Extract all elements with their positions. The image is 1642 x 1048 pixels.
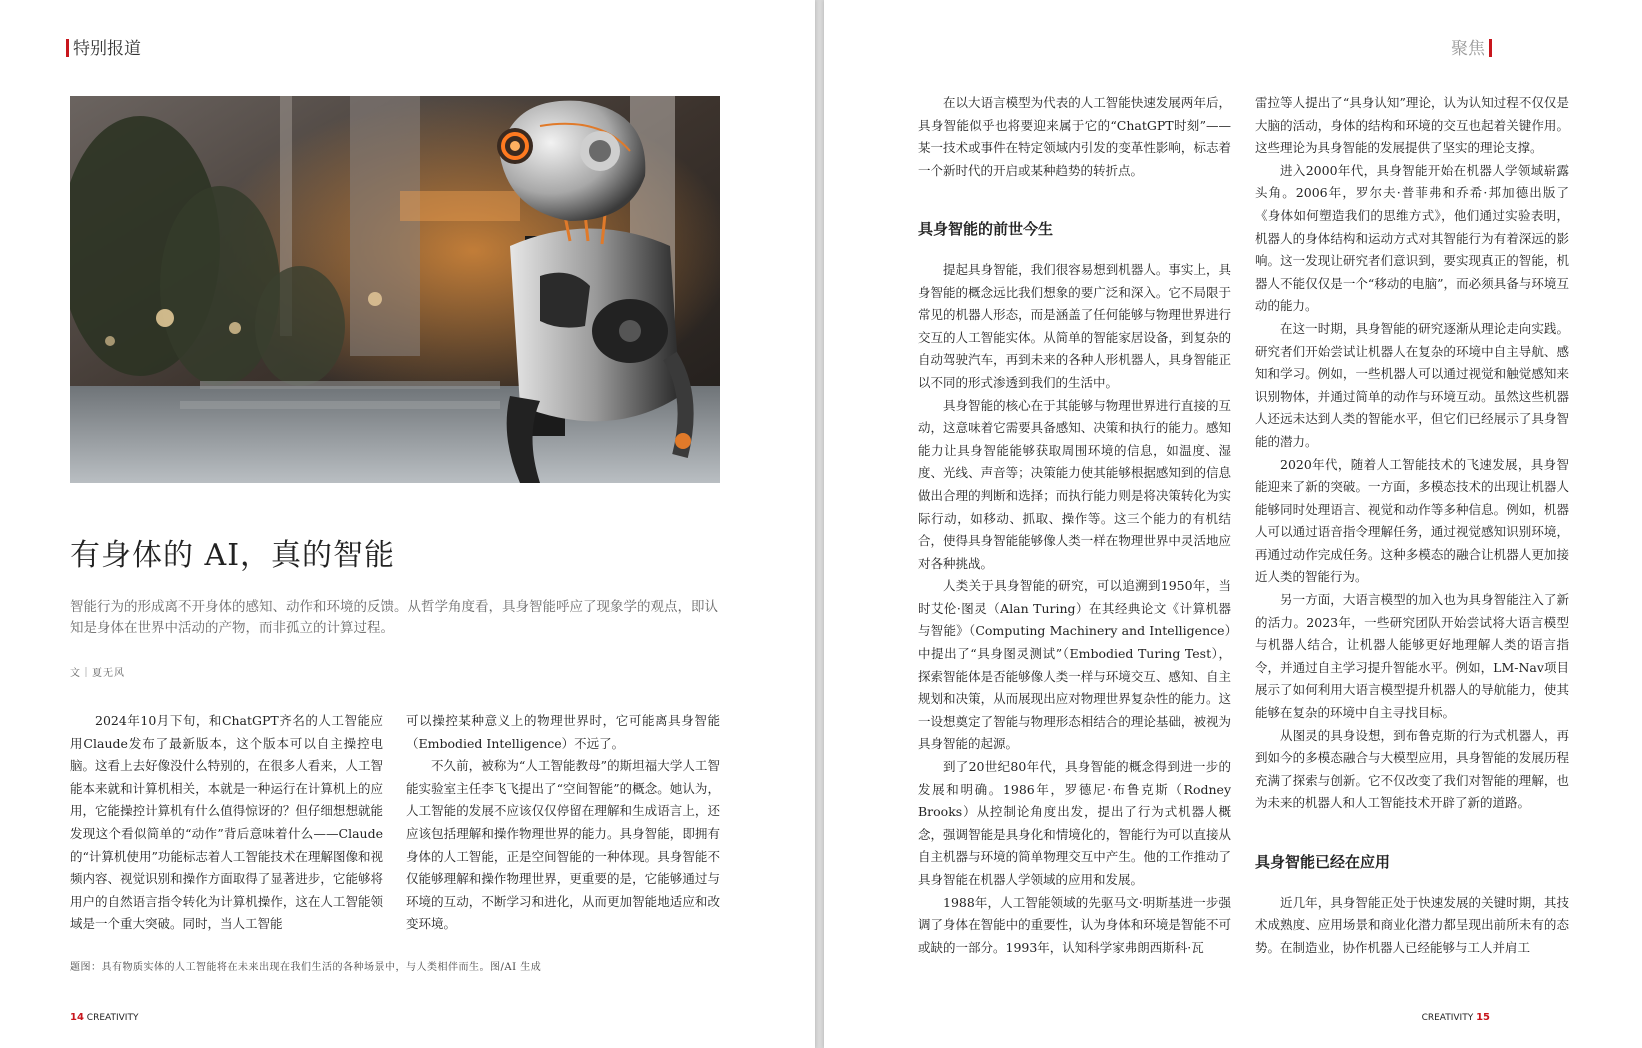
paragraph: 进入2000年代，具身智能开始在机器人学领域崭露头角。2006年，罗尔夫·普菲弗和乔希·邦加德出版了《身体如何塑造我们的思维方式》，他们通过实验表明，机器人的身体结构和运动方式对其智能行为有着深远的影响。这一发现让研究者们意识到，要实现真正的智能，机器人不能仅仅是一个“移动的电脑”，而必须具备与环境互动的能力。 <box>1255 162 1569 314</box>
article-subtitle: 智能行为的形成离不开身体的感知、动作和环境的反馈。从哲学角度看，具身智能呼应了现象学的观点，即认知是身体在世界中活动的产物，而非孤立的计算过程。 <box>70 599 718 636</box>
article-title: 有身体的 AI，真的智能 <box>70 538 396 573</box>
section-accent-bar <box>1489 39 1492 57</box>
paragraph: 人类关于具身智能的研究，可以追溯到1950年，当时艾伦·图灵（Alan Turing）在其经典论文《计算机器与智能》（Computing Machinery and Intelligence）中提出了“具身图灵测试”（Embodied Turing Test），探索智能体是否能够像人类一样与环境交互、感知、自主规划和决策，从而展现出应对物理世界复杂性的能力。这一设想奠定了智能与物理形态相结合的理论基础，被视为具身智能的起源。 <box>918 578 1231 752</box>
paragraph-continued: 雷拉等人提出了“具身认知”理论，认为认知过程不仅仅是大脑的活动，身体的结构和环境的交互也起着关键作用。这些理论为具身智能的发展提供了坚实的理论支撑。 <box>1255 95 1569 156</box>
paragraph-continued: 可以操控某种意义上的物理世界时，它可能离具身智能（Embodied Intelligence）不远了。 <box>406 713 720 751</box>
section-accent-bar <box>66 39 69 57</box>
paragraph: 另一方面，大语言模型的加入也为具身智能注入了新的活力。2023年，一些研究团队开始尝试将大语言模型与机器人结合，让机器人能够更好地理解人类的语言指令，并通过自主学习提升智能水平。例如，LM-Nav项目展示了如何利用大语言模型提升机器人的导航能力，使其能够在复杂的环境中自主寻找目标。 <box>1255 592 1569 721</box>
hero-image <box>70 96 720 483</box>
paragraph: 在这一时期，具身智能的研究逐渐从理论走向实践。研究者们开始尝试让机器人在复杂的环境中自主导航、感知和学习。例如，一些机器人可以通过视觉和触觉感知来识别物体，并通过简单的动作与环境互动。虽然这些机器人还远未达到人类的智能水平，但它们已经展示了具身智能的潜力。 <box>1255 320 1569 449</box>
page-number: 14 <box>70 1012 84 1023</box>
page-number: 15 <box>1476 1012 1490 1023</box>
right-page <box>824 0 1642 1048</box>
paragraph: 从图灵的具身设想，到布鲁克斯的行为式机器人，再到如今的多模态融合与大模型应用，具身智能的发展历程充满了探索与创新。它不仅改变了我们对智能的理解，也为未来的机器人和人工智能技术开辟了新的道路。 <box>1255 727 1569 811</box>
image-caption: 题图：具有物质实体的人工智能将在未来出现在我们生活的各种场景中，与人类相伴而生。图/AI 生成 <box>70 962 542 973</box>
paragraph: 提起具身智能，我们很容易想到机器人。事实上，具身智能的概念远比我们想象的要广泛和深入。它不局限于常见的机器人形态，而是涵盖了任何能够与物理世界进行交互的人工智能实体。从简单的智能家居设备，到复杂的自动驾驶汽车，再到未来的各种人形机器人，具身智能正以不同的形式渗透到我们的生活中。 <box>918 261 1231 390</box>
body-column-4 <box>1255 92 1569 959</box>
section-label <box>1451 34 1492 59</box>
paragraph: 近几年，具身智能正处于快速发展的关键时期，其技术成熟度、应用场景和商业化潜力都呈现出前所未有的态势。在制造业，协作机器人已经能够与工人并肩工 <box>1255 894 1569 955</box>
paragraph: 2020年代，随着人工智能技术的飞速发展，具身智能迎来了新的突破。一方面，多模态技术的出现让机器人能够同时处理语言、视觉和动作等多种信息。例如，机器人可以通过语音指令理解任务，通过视觉感知识别环境，再通过动作完成任务。这种多模态的融合让机器人更加接近人类的智能行为。 <box>1255 456 1569 585</box>
magazine-name: CREATIVITY <box>86 1013 139 1023</box>
magazine-name: CREATIVITY <box>1421 1013 1474 1023</box>
paragraph: 不久前，被称为“人工智能教母”的斯坦福大学人工智能实验室主任李飞飞提出了“空间智能”的概念。她认为，人工智能的发展不应该仅仅停留在理解和生成语言上，还应该包括理解和操作物理世界的能力。具身智能，即拥有身体的人工智能，正是空间智能的一种体现。具身智能不仅能够理解和操作物理世界，更重要的是，它能够通过与环境的互动，不断学习和进化，从而更加智能地适应和改变环境。 <box>406 758 720 932</box>
section-heading: 具身智能的前世今生 <box>918 220 1054 239</box>
section-label-text: 聚焦 <box>1451 39 1485 59</box>
left-page <box>0 0 815 1048</box>
robot-illustration <box>70 96 720 483</box>
byline: 文｜夏无风 <box>70 668 125 679</box>
paragraph: 1988年，人工智能领域的先驱马文·明斯基进一步强调了身体在智能中的重要性，认为身体和环境是智能不可或缺的一部分。1993年，认知科学家弗朗西斯科·瓦 <box>918 894 1231 955</box>
section-heading: 具身智能已经在应用 <box>1255 853 1391 871</box>
page-footer <box>70 1012 138 1023</box>
body-column-3 <box>918 92 1231 959</box>
paragraph: 在以大语言模型为代表的人工智能快速发展两年后，具身智能似乎也将要迎来属于它的“ChatGPT时刻”——某一技术或事件在特定领域内引发的变革性影响，标志着一个新时代的开启或某种趋势的转折点。 <box>918 95 1231 178</box>
paragraph: 2024年10月下旬，和ChatGPT齐名的人工智能应用Claude发布了最新版本，这个版本可以自主操控电脑。这看上去好像没什么特别的，在很多人看来，人工智能本来就和计算机相关，本就是一种运行在计算机上的应用，它能操控计算机有什么值得惊讶的？但仔细想想就能发现这个看似简单的“动作”背后意味着什么——Claude的“计算机使用”功能标志着人工智能技术在理解图像和视频内容、视觉识别和操作方面取得了显著进步，它能够将用户的自然语言指令转化为计算机操作，这在人工智能领域是一个重大突破。同时，当人工智能 <box>70 713 383 932</box>
paragraph: 具身智能的核心在于其能够与物理世界进行直接的互动，这意味着它需要具备感知、决策和执行的能力。感知能力让具身智能能够获取周围环境的信息，如温度、湿度、光线、声音等；决策能力使其能够根据感知到的信息做出合理的判断和选择；而执行能力则是将决策转化为实际行动，如移动、抓取、操作等。这三个能力的有机结合，使得具身智能能够像人类一样在物理世界中灵活地应对各种挑战。 <box>918 397 1231 571</box>
body-column-1 <box>70 710 383 936</box>
body-column-2 <box>406 710 720 936</box>
page-footer <box>1422 1012 1490 1023</box>
paragraph: 到了20世纪80年代，具身智能的概念得到进一步的发展和明确。1986年，罗德尼·布鲁克斯（Rodney Brooks）从控制论角度出发，提出了行为式机器人概念，强调智能是具身化和情境化的，智能行为可以直接从自主机器与环境的简单物理交互中产生。他的工作推动了具身智能在机器人学领域的应用和发展。 <box>918 759 1231 887</box>
section-label-text: 特别报道 <box>73 39 141 59</box>
section-label <box>66 34 141 59</box>
